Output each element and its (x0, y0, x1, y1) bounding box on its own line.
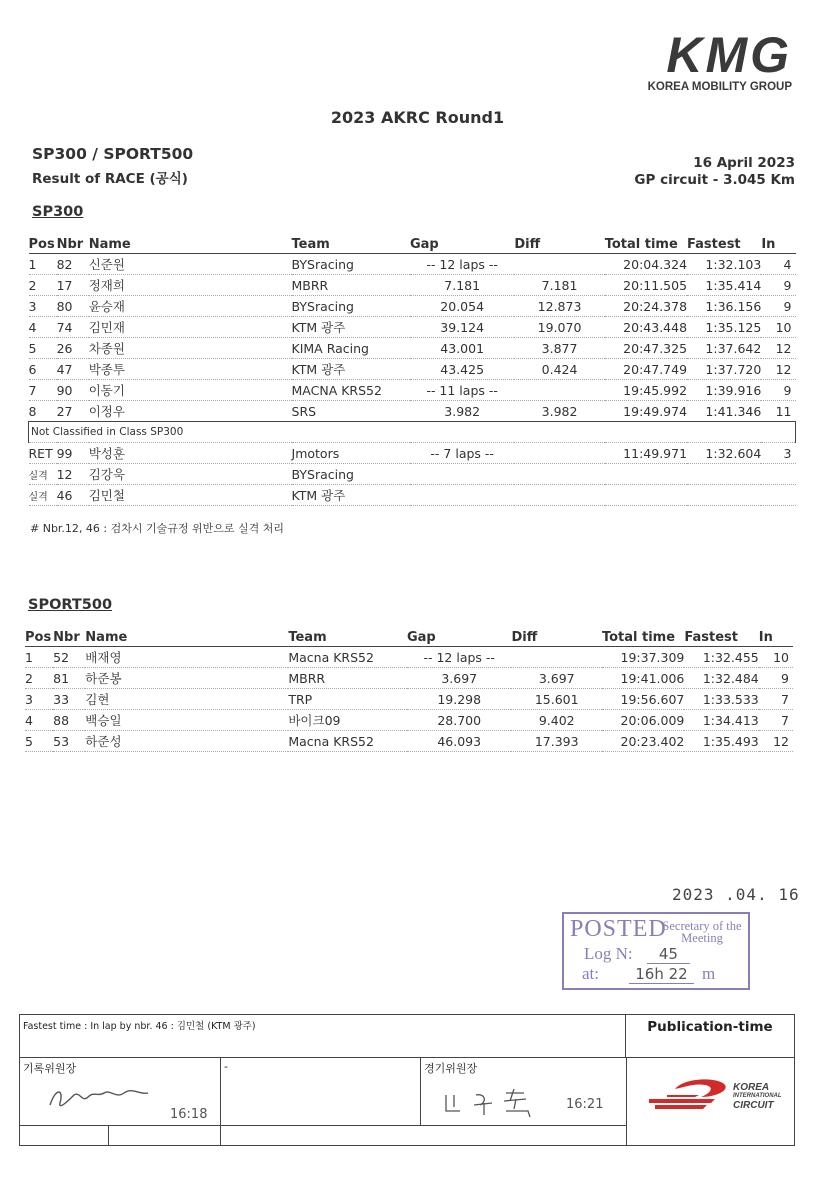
table-row (29, 275, 796, 296)
stamp-secretary: Secretary of the Meeting (662, 919, 742, 945)
column-header-team: Team (292, 236, 410, 254)
stamp-log (584, 944, 690, 964)
cell-name: 차종원 (89, 338, 292, 359)
class-title: SP300 / SPORT500 (32, 145, 194, 163)
cell-nbr: 99 (57, 443, 89, 464)
column-header-diff: Diff (514, 236, 604, 254)
table-row (29, 296, 796, 317)
cell-fastest (687, 485, 761, 506)
cell-nbr: 46 (57, 485, 89, 506)
table-row (29, 443, 796, 464)
cell-fastest: 1:35.414 (687, 275, 761, 296)
cell-team: Macna KRS52 (288, 647, 407, 668)
sport500-results-table (25, 629, 793, 752)
stamp-at-unit: m (701, 964, 716, 983)
cell-in: 9 (761, 380, 795, 401)
cell-pos: 실격 (29, 464, 57, 485)
table-row (29, 401, 796, 422)
stamp-at-label: at: (582, 964, 599, 983)
cell-fastest: 1:35.125 (687, 317, 761, 338)
cell-gap: -- 7 laps -- (410, 443, 514, 464)
cell-total: 20:06.009 (602, 710, 684, 731)
column-header-team: Team (288, 629, 407, 647)
stamp-date: 2023 .04. 16 (672, 885, 800, 904)
cell-pos: 2 (25, 668, 53, 689)
cell-nbr: 52 (53, 647, 85, 668)
cell-pos: 6 (29, 359, 57, 380)
cell-gap: 3.982 (410, 401, 514, 422)
cell-diff: 0.424 (514, 359, 604, 380)
circuit-info: GP circuit - 3.045 Km (634, 172, 795, 188)
sp300-heading: SP300 (32, 204, 84, 220)
cell-team: BYSracing (292, 254, 410, 275)
cell-team: SRS (292, 401, 410, 422)
cell-name: 김민철 (89, 485, 292, 506)
cell-diff (514, 380, 604, 401)
cell-in: 3 (761, 443, 795, 464)
cell-total: 19:37.309 (602, 647, 684, 668)
event-date: 16 April 2023 (693, 155, 795, 171)
table-row (25, 689, 793, 710)
cell-fastest: 1:32.455 (684, 647, 758, 668)
steward-signature (440, 1085, 560, 1121)
column-header-gap: Gap (410, 236, 514, 254)
cell-fastest: 1:39.916 (687, 380, 761, 401)
cell-total: 20:11.505 (605, 275, 687, 296)
cell-total: 20:43.448 (605, 317, 687, 338)
cell-gap (410, 464, 514, 485)
cell-fastest: 1:34.413 (684, 710, 758, 731)
cell-in: 9 (759, 668, 793, 689)
column-header-fastest: Fastest (687, 236, 761, 254)
cell-total: 19:45.992 (605, 380, 687, 401)
cell-nbr: 17 (57, 275, 89, 296)
cell-pos: 4 (25, 710, 53, 731)
cell-team: BYSracing (292, 464, 410, 485)
cell-in: 12 (761, 359, 795, 380)
cell-name: 정재희 (89, 275, 292, 296)
kic-line1: KOREA (733, 1082, 770, 1093)
table-row (29, 317, 796, 338)
table-row (29, 464, 796, 485)
kmg-logo (622, 27, 792, 93)
cell-fastest: 1:32.103 (687, 254, 761, 275)
cell-team: KTM 광주 (292, 359, 410, 380)
cell-gap: 46.093 (407, 731, 512, 752)
cell-name: 박성훈 (89, 443, 292, 464)
cell-team: TRP (288, 689, 407, 710)
cell-total: 19:41.006 (602, 668, 684, 689)
column-header-name: Name (89, 236, 292, 254)
cell-in: 10 (761, 317, 795, 338)
cell-nbr: 27 (57, 401, 89, 422)
kic-line3: CIRCUIT (733, 1100, 774, 1111)
cell-nbr: 26 (57, 338, 89, 359)
cell-pos: 5 (25, 731, 53, 752)
cell-fastest: 1:32.604 (687, 443, 761, 464)
cell-name: 김현 (85, 689, 288, 710)
table-row (29, 338, 796, 359)
steward-time: 16:21 (566, 1097, 604, 1112)
logo-main-text: KMG (666, 27, 792, 83)
cell-fastest: 1:32.484 (684, 668, 758, 689)
table-row (25, 647, 793, 668)
not-classified-label: Not Classified in Class SP300 (29, 422, 796, 443)
cell-in: 4 (761, 254, 795, 275)
cell-total: 11:49.971 (605, 443, 687, 464)
stamp-posted: POSTED (570, 916, 667, 942)
cell-team: BYSracing (292, 296, 410, 317)
column-header-diff: Diff (511, 629, 601, 647)
cell-pos: 실격 (29, 485, 57, 506)
cell-diff (514, 443, 604, 464)
cell-in: 12 (759, 731, 793, 752)
table-row (29, 380, 796, 401)
cell-nbr: 82 (57, 254, 89, 275)
cell-diff: 3.982 (514, 401, 604, 422)
cell-team: MBRR (292, 275, 410, 296)
table-row (25, 668, 793, 689)
not-classified-row (29, 422, 796, 443)
cell-gap: -- 12 laps -- (410, 254, 514, 275)
cell-fastest: 1:41.346 (687, 401, 761, 422)
column-header-in: In (759, 629, 793, 647)
cell-fastest: 1:37.720 (687, 359, 761, 380)
cell-team: KTM 광주 (292, 485, 410, 506)
cell-nbr: 74 (57, 317, 89, 338)
cell-team: 바이크09 (288, 710, 407, 731)
column-header-pos: Pos (28, 237, 55, 252)
event-title: 2023 AKRC Round1 (330, 108, 505, 127)
cell-pos: 1 (25, 647, 53, 668)
cell-nbr: 81 (53, 668, 85, 689)
table-row (25, 710, 793, 731)
cell-diff (511, 647, 601, 668)
cell-gap: 39.124 (410, 317, 514, 338)
column-header-total: Total time (605, 236, 687, 254)
cell-in: 12 (761, 338, 795, 359)
cell-name: 하준봉 (85, 668, 288, 689)
cell-pos: 5 (29, 338, 57, 359)
cell-nbr: 47 (57, 359, 89, 380)
cell-name: 윤승재 (89, 296, 292, 317)
cell-gap: 43.425 (410, 359, 514, 380)
stamp-log-value: 45 (647, 945, 690, 964)
cell-pos: 3 (29, 296, 57, 317)
cell-fastest: 1:37.642 (687, 338, 761, 359)
sport500-heading: SPORT500 (28, 597, 113, 613)
logo-sub-text: KOREA MOBILITY GROUP (647, 81, 792, 93)
cell-in: 10 (759, 647, 793, 668)
steward-label: 경기위원장 (424, 1062, 478, 1075)
cell-diff: 7.181 (514, 275, 604, 296)
cell-team: MACNA KRS52 (292, 380, 410, 401)
cell-fastest: 1:33.533 (684, 689, 758, 710)
cell-nbr: 33 (53, 689, 85, 710)
cell-diff (514, 464, 604, 485)
cell-total: 20:47.325 (605, 338, 687, 359)
cell-gap: 28.700 (407, 710, 512, 731)
cell-name: 신준원 (89, 254, 292, 275)
cell-name: 하준성 (85, 731, 288, 752)
cell-gap: 7.181 (410, 275, 514, 296)
cell-in: 11 (761, 401, 795, 422)
cell-pos: RET (29, 443, 57, 464)
kic-line2: INTERNATIONAL (733, 1093, 782, 1099)
cell-pos: 3 (25, 689, 53, 710)
cell-nbr: 12 (57, 464, 89, 485)
cell-diff: 15.601 (511, 689, 601, 710)
table-row (29, 254, 796, 275)
publication-time: Publication-time (647, 1019, 773, 1035)
cell-fastest: 1:35.493 (684, 731, 758, 752)
cell-diff: 3.877 (514, 338, 604, 359)
cell-pos: 8 (29, 401, 57, 422)
cell-total: 20:04.324 (605, 254, 687, 275)
cell-team: MBRR (288, 668, 407, 689)
cell-total (605, 485, 687, 506)
cell-name: 이정우 (89, 401, 292, 422)
column-header-gap: Gap (407, 629, 512, 647)
cell-name: 김민재 (89, 317, 292, 338)
cell-name: 이동기 (89, 380, 292, 401)
cell-gap: -- 11 laps -- (410, 380, 514, 401)
cell-gap (410, 485, 514, 506)
cell-gap: -- 12 laps -- (407, 647, 512, 668)
stamp-at (582, 964, 715, 984)
cell-diff (514, 485, 604, 506)
cell-team: KTM 광주 (292, 317, 410, 338)
cell-diff: 17.393 (511, 731, 601, 752)
cell-team: KIMA Racing (292, 338, 410, 359)
recorder-signature (40, 1077, 170, 1117)
cell-team: Jmotors (292, 443, 410, 464)
footer-dash: - (224, 1060, 228, 1073)
recorder-label: 기록위원장 (23, 1062, 77, 1075)
cell-diff: 12.873 (514, 296, 604, 317)
kic-logo (645, 1075, 785, 1115)
cell-nbr: 80 (57, 296, 89, 317)
cell-fastest (687, 464, 761, 485)
cell-in: 9 (761, 275, 795, 296)
table-header-row (29, 236, 796, 254)
table-row (29, 485, 796, 506)
cell-total (605, 464, 687, 485)
cell-name: 박종투 (89, 359, 292, 380)
kic-emblem-icon (645, 1075, 731, 1115)
cell-in: 7 (759, 689, 793, 710)
footer-box (19, 1014, 795, 1146)
cell-total: 20:47.749 (605, 359, 687, 380)
column-header-pos: Pos (25, 630, 52, 645)
cell-diff: 19.070 (514, 317, 604, 338)
cell-fastest: 1:36.156 (687, 296, 761, 317)
posted-stamp (562, 912, 750, 990)
cell-diff: 9.402 (511, 710, 601, 731)
table-row (25, 731, 793, 752)
cell-pos: 1 (29, 254, 57, 275)
stamp-at-value: 16h 22 (629, 965, 693, 984)
column-header-in: In (761, 236, 795, 254)
sp300-results-table (28, 236, 796, 506)
cell-pos: 7 (29, 380, 57, 401)
disqualification-note: # Nbr.12, 46 : 검차시 기술규정 위반으로 실격 처리 (30, 522, 284, 535)
cell-in (761, 464, 795, 485)
cell-team: Macna KRS52 (288, 731, 407, 752)
table-row (29, 359, 796, 380)
cell-name: 백승일 (85, 710, 288, 731)
cell-in: 7 (759, 710, 793, 731)
cell-in: 9 (761, 296, 795, 317)
recorder-time: 16:18 (170, 1107, 208, 1122)
stamp-log-label: Log N: (584, 944, 633, 963)
cell-gap: 43.001 (410, 338, 514, 359)
fastest-time-info: Fastest time : In lap by nbr. 46 : 김민철 (KTM 광주) (20, 1015, 626, 1057)
cell-pos: 4 (29, 317, 57, 338)
column-header-fastest: Fastest (684, 629, 758, 647)
cell-name: 김강욱 (89, 464, 292, 485)
cell-nbr: 88 (53, 710, 85, 731)
column-header-total: Total time (602, 629, 684, 647)
table-header-row (25, 629, 793, 647)
cell-nbr: 53 (53, 731, 85, 752)
column-header-nbr: Nbr (57, 236, 89, 254)
cell-total: 20:23.402 (602, 731, 684, 752)
cell-in (761, 485, 795, 506)
column-header-name: Name (85, 629, 288, 647)
cell-total: 20:24.378 (605, 296, 687, 317)
cell-gap: 3.697 (407, 668, 512, 689)
cell-pos: 2 (29, 275, 57, 296)
cell-diff: 3.697 (511, 668, 601, 689)
cell-total: 19:49.974 (605, 401, 687, 422)
cell-diff (514, 254, 604, 275)
cell-total: 19:56.607 (602, 689, 684, 710)
cell-gap: 20.054 (410, 296, 514, 317)
cell-name: 배재영 (85, 647, 288, 668)
cell-nbr: 90 (57, 380, 89, 401)
result-title: Result of RACE (공식) (32, 171, 188, 187)
column-header-nbr: Nbr (53, 629, 85, 647)
cell-gap: 19.298 (407, 689, 512, 710)
